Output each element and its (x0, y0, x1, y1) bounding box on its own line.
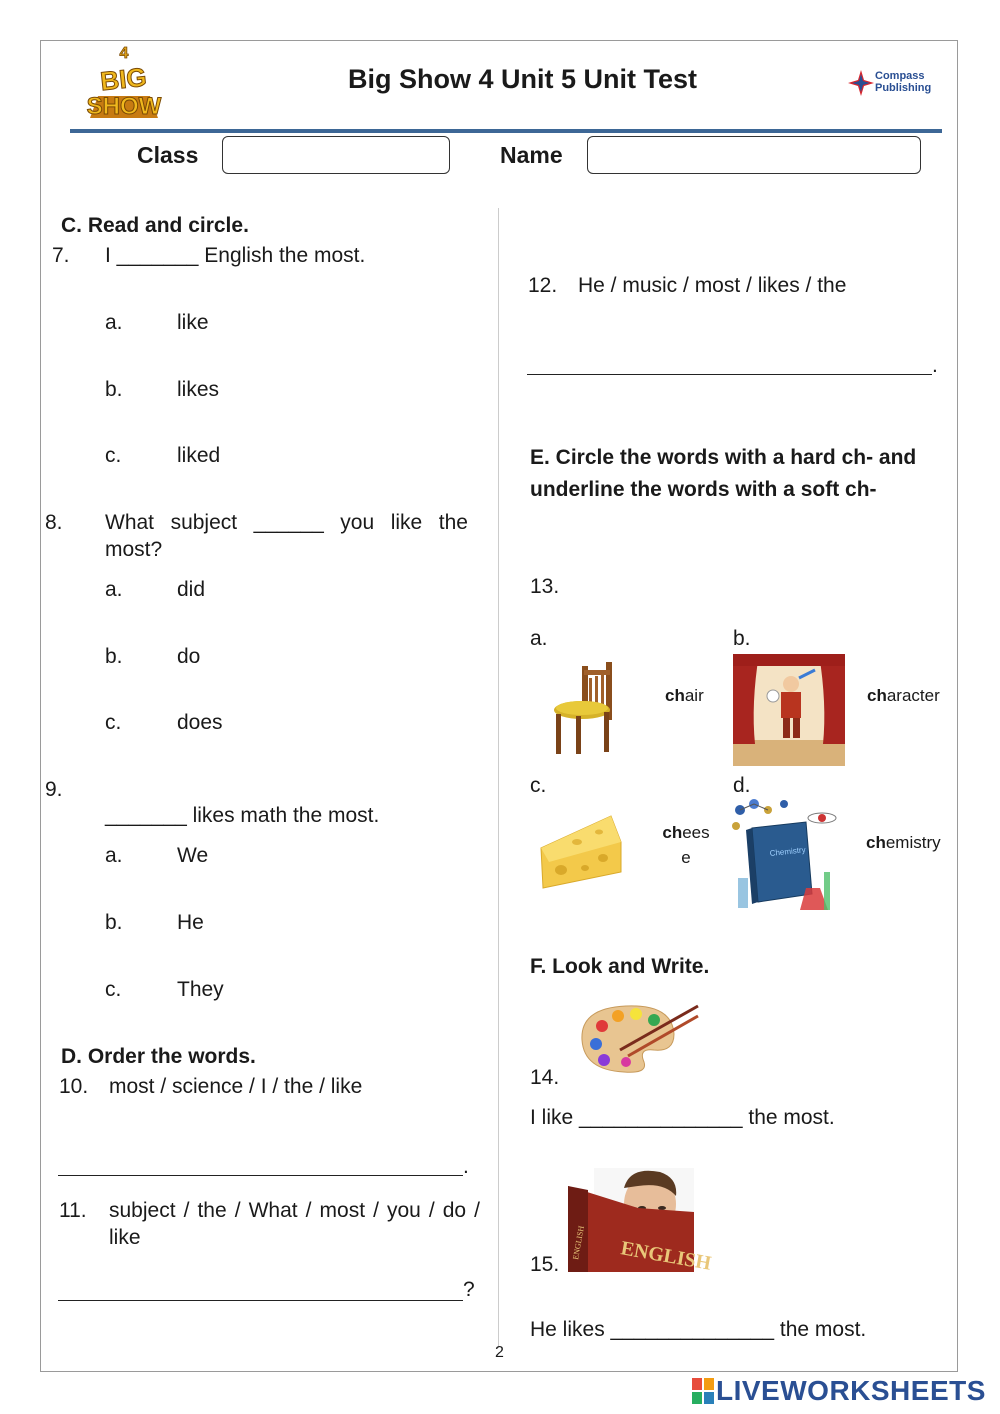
item-letter: b. (733, 627, 751, 650)
q8-option-b[interactable]: do (177, 645, 201, 668)
q13-number: 13. (530, 575, 560, 598)
liveworksheets-logo-icon (692, 1378, 714, 1404)
q8-option-letter: c. (105, 711, 122, 734)
q8-option-c[interactable]: does (177, 711, 223, 734)
q14-sentence[interactable]: I like ______________ the most. (530, 1106, 835, 1129)
word-chair[interactable]: chair (665, 686, 704, 705)
q12-text: He / music / most / likes / the (578, 274, 847, 297)
q9-text: _______ likes math the most. (105, 804, 380, 827)
brand-live: LIVE (716, 1375, 781, 1406)
q11-number: 11. (59, 1199, 87, 1222)
q11-text: subject / the / What / most / you / do / like (109, 1199, 480, 1249)
q10-number: 10. (59, 1075, 89, 1098)
q12-end-mark: . (932, 354, 938, 377)
q10-text: most / science / I / the / like (109, 1075, 363, 1098)
publisher-line1: Compass (875, 70, 925, 82)
item-letter: c. (530, 774, 547, 797)
page-title: Big Show 4 Unit 5 Unit Test (347, 64, 697, 94)
q7-option-c[interactable]: liked (177, 444, 221, 467)
english-book-reader-icon (568, 1168, 713, 1275)
section-d-heading: D. Order the words. (61, 1045, 256, 1068)
publisher-line2: Publishing (875, 82, 932, 94)
q15-sentence[interactable]: He likes ______________ the most. (530, 1318, 867, 1341)
q9-number: 9. (45, 778, 63, 801)
name-input[interactable] (587, 136, 921, 174)
q9-option-b[interactable]: He (177, 911, 204, 934)
book-title: ENGLISH (619, 1237, 713, 1275)
q8-option-letter: b. (105, 645, 123, 668)
class-label: Class (137, 142, 199, 168)
name-label: Name (500, 142, 563, 168)
q8-number: 8. (45, 511, 63, 534)
svg-text:Chemistry: Chemistry (769, 845, 807, 858)
word-character[interactable]: character (867, 686, 940, 705)
q12-number: 12. (528, 274, 558, 297)
section-e-heading: E. Circle the words with a hard ch- and underline the words with a soft ch- (530, 446, 917, 501)
chemistry-book-icon (730, 798, 840, 914)
q14-number: 14. (530, 1066, 560, 1089)
q7-option-b[interactable]: likes (177, 378, 220, 401)
compass-star-icon (848, 70, 874, 96)
q8-text: What subject ______ you like the most? (105, 511, 468, 561)
q15-number: 15. (530, 1253, 560, 1276)
q8-option-letter: a. (105, 578, 123, 601)
q9-option-letter: b. (105, 911, 123, 934)
item-letter: d. (733, 774, 751, 797)
q10-end-mark: . (463, 1155, 469, 1178)
paint-palette-icon (574, 1000, 702, 1076)
column-divider (498, 208, 499, 1348)
class-input[interactable] (222, 136, 450, 174)
q7-option-letter: a. (105, 311, 123, 334)
q7-option-letter: b. (105, 378, 123, 401)
q9-option-letter: a. (105, 844, 123, 867)
stage-character-icon (733, 654, 845, 766)
q12-answer-line[interactable] (527, 374, 932, 375)
section-c-heading: C. Read and circle. (61, 214, 249, 237)
q7-option-a[interactable]: like (177, 311, 209, 334)
q11-answer-line[interactable] (58, 1300, 463, 1301)
q9-option-c[interactable]: They (177, 978, 224, 1001)
q7-option-letter: c. (105, 444, 122, 467)
q11-end-mark: ? (463, 1278, 475, 1301)
header-divider (70, 129, 942, 133)
q9-option-letter: c. (105, 978, 122, 1001)
item-letter: a. (530, 627, 548, 650)
book-spine-title: ENGLISH (571, 1225, 586, 1261)
brand-worksheets: WORKSHEETS (780, 1375, 986, 1406)
q7-text: I _______ English the most. (105, 244, 366, 267)
q8-option-a[interactable]: did (177, 578, 206, 601)
logo-number: 4 (119, 45, 129, 62)
word-cheese[interactable]: chees e (662, 823, 710, 867)
section-f-heading: F. Look and Write. (530, 955, 710, 978)
svg-text:SHOW: SHOW (86, 93, 162, 120)
q7-number: 7. (52, 244, 70, 267)
page-number: 2 (495, 1344, 504, 1361)
q10-answer-line[interactable] (58, 1175, 463, 1176)
chair-icon (548, 660, 620, 756)
cheese-icon (537, 812, 625, 892)
big-show-logo (80, 44, 168, 122)
q9-option-a[interactable]: We (177, 844, 209, 867)
compass-publishing-logo (848, 68, 943, 100)
word-chemistry[interactable]: chemistry (866, 833, 941, 852)
svg-text:BIG: BIG (98, 61, 149, 97)
